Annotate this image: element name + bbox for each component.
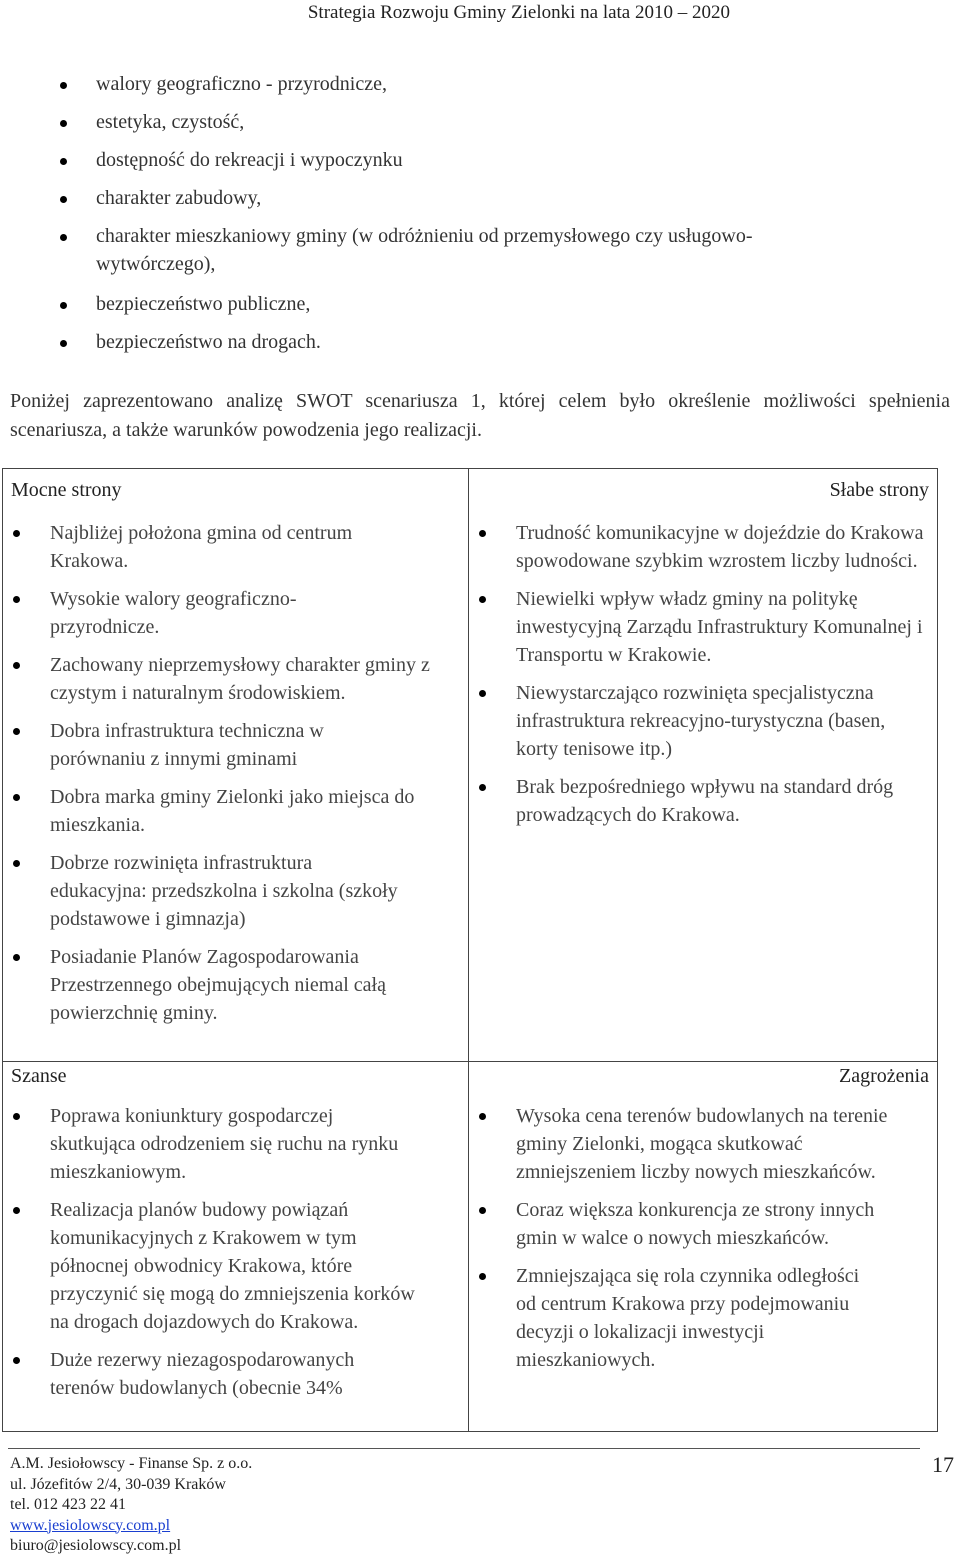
company-address: ul. Józefitów 2/4, 30-039 Kraków bbox=[10, 1475, 226, 1493]
list-item: Dobrze rozwinięta infrastruktura edukacyjna: przedszkolna i szkolna (szkoły podstawowe i gimnazja) bbox=[8, 849, 463, 933]
column-divider bbox=[468, 469, 469, 1431]
company-phone: tel. 012 423 22 41 bbox=[10, 1496, 126, 1513]
list-item: estetyka, czystość, bbox=[56, 108, 936, 136]
list-item: charakter mieszkaniowy gminy (w odróżnieniu od przemysłowego czy usługowo-wytwórczego), bbox=[56, 222, 936, 278]
strengths-list bbox=[8, 519, 463, 1037]
company-email[interactable]: biuro@jesiolowscy.com.pl bbox=[10, 1537, 182, 1554]
footer-divider bbox=[8, 1448, 920, 1449]
list-item: bezpieczeństwo publiczne, bbox=[56, 290, 936, 318]
threats-list bbox=[474, 1102, 932, 1384]
list-item: Trudność komunikacyjne w dojeździe do Krakowa spowodowane szybkim wzrostem liczby ludności. bbox=[474, 519, 932, 575]
opportunities-title: Szanse bbox=[11, 1065, 67, 1087]
footer bbox=[10, 1454, 252, 1557]
document-header: Strategia Rozwoju Gminy Zielonki na lata 2010 – 2020 bbox=[307, 2, 730, 23]
list-item: Wysokie walory geograficzno-przyrodnicze. bbox=[8, 585, 463, 641]
list-item: Niewielki wpływ władz gminy na politykę inwestycyjną Zarządu Infrastruktury Komunalnej i Transportu w Krakowie. bbox=[474, 585, 932, 669]
opportunities-list bbox=[8, 1102, 463, 1412]
threats-title: Zagrożenia bbox=[839, 1065, 929, 1087]
criteria-list bbox=[56, 70, 936, 366]
company-name: A.M. Jesiołowscy - Finanse Sp. z o.o. bbox=[10, 1455, 253, 1472]
list-item: bezpieczeństwo na drogach. bbox=[56, 328, 936, 356]
page-number: 17 bbox=[932, 1452, 954, 1477]
list-item: Posiadanie Planów Zagospodarowania Przestrzennego obejmujących niemal całą powierzchnię gminy. bbox=[8, 943, 463, 1027]
strengths-title: Mocne strony bbox=[11, 479, 122, 501]
list-item: Wysoka cena terenów budowlanych na terenie gminy Zielonki, mogąca skutkować zmniejszeniem liczby nowych mieszkańców. bbox=[474, 1102, 932, 1186]
list-item: Zachowany nieprzemysłowy charakter gminy z czystym i naturalnym środowiskiem. bbox=[8, 651, 463, 707]
list-item: Brak bezpośredniego wpływu na standard dróg prowadzących do Krakowa. bbox=[474, 773, 932, 829]
list-item: Poprawa koniunktury gospodarczej skutkująca odrodzeniem się ruchu na rynku mieszkaniowym. bbox=[8, 1102, 463, 1186]
list-item: charakter zabudowy, bbox=[56, 184, 936, 212]
row-divider bbox=[3, 1061, 937, 1062]
list-item: dostępność do rekreacji i wypoczynku bbox=[56, 146, 936, 174]
website-link[interactable]: www.jesiolowscy.com.pl bbox=[10, 1516, 171, 1534]
weaknesses-list bbox=[474, 519, 932, 839]
list-item: Dobra marka gminy Zielonki jako miejsca do mieszkania. bbox=[8, 783, 463, 839]
list-item: Realizacja planów budowy powiązań komunikacyjnych z Krakowem w tym północnej obwodnicy Krakowa, które przyczynić się mogą do zmniejszenia korków na drogach dojazdowych do Krakowa. bbox=[8, 1196, 463, 1336]
intro-paragraph: Poniżej zaprezentowano analizę SWOT scenariusza 1, której celem było określenie możliwości spełnienia scenariusza, a także warunków powodzenia jego realizacji. bbox=[10, 390, 950, 441]
weaknesses-title: Słabe strony bbox=[829, 479, 929, 501]
list-item: Duże rezerwy niezagospodarowanych terenów budowlanych (obecnie 34% bbox=[8, 1346, 463, 1402]
list-item: walory geograficzno - przyrodnicze, bbox=[56, 70, 936, 98]
list-item: Niewystarczająco rozwinięta specjalistyczna infrastruktura rekreacyjno-turystyczna (basen, korty tenisowe itp.) bbox=[474, 679, 932, 763]
swot-table bbox=[2, 468, 938, 1432]
list-item: Coraz większa konkurencja ze strony innych gmin w walce o nowych mieszkańców. bbox=[474, 1196, 932, 1252]
list-item: Najbliżej położona gmina od centrum Krakowa. bbox=[8, 519, 463, 575]
list-item: Dobra infrastruktura techniczna w porównaniu z innymi gminami bbox=[8, 717, 463, 773]
list-item: Zmniejszająca się rola czynnika odległości od centrum Krakowa przy podejmowaniu decyzji o lokalizacji inwestycji mieszkaniowych. bbox=[474, 1262, 932, 1374]
